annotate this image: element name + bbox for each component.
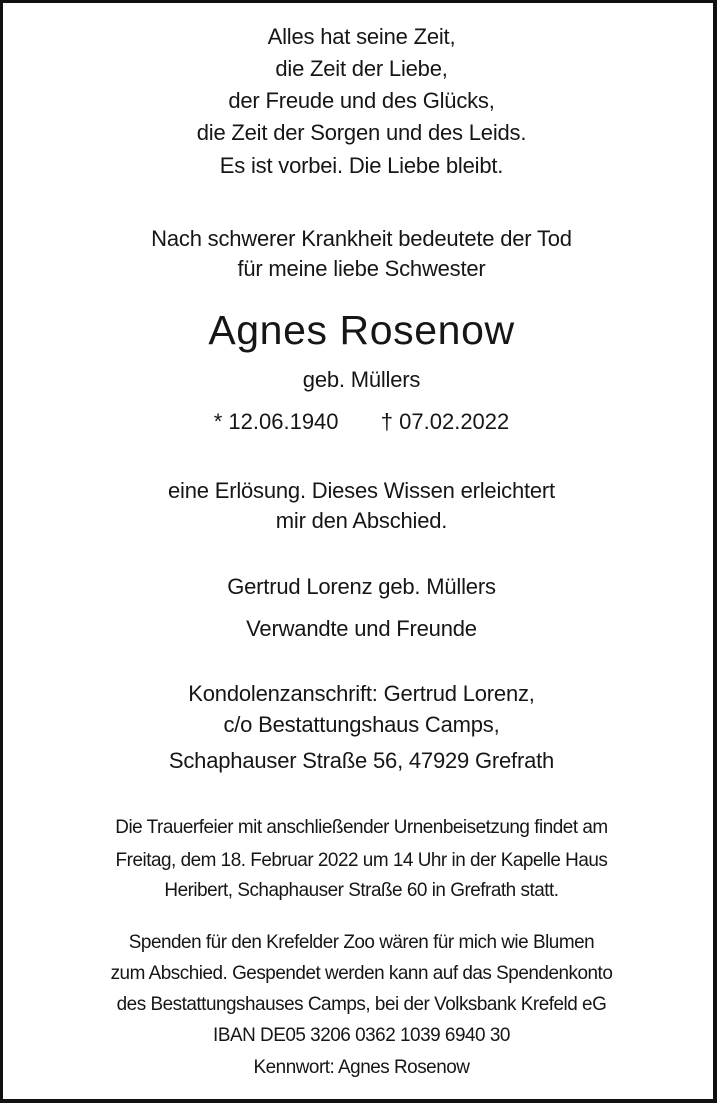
donation-line: Spenden für den Krefelder Zoo wären für mich wie Blumen <box>128 931 595 953</box>
poem-line: der Freude und des Glücks, <box>228 88 495 113</box>
ceremony-line: Heribert, Schaphauser Straße 60 in Grefrath statt. <box>164 879 559 901</box>
condolence-address-line: Kondolenzanschrift: Gertrud Lorenz, <box>188 681 535 706</box>
intro-line: für meine liebe Schwester <box>237 256 486 281</box>
donation-line: des Bestattungshauses Camps, bei der Volksbank Krefeld eG <box>116 993 607 1015</box>
deceased-name: Agnes Rosenow <box>208 307 515 353</box>
condolence-address-line: Schaphauser Straße 56, 47929 Grefrath <box>168 748 555 773</box>
donation-line: zum Abschied. Gespendet werden kann auf das Spendenkonto <box>110 962 613 984</box>
condolence-address-line: c/o Bestattungshaus Camps, <box>223 712 500 737</box>
death-date: 07.02.2022 <box>399 409 510 434</box>
poem-line: Alles hat seine Zeit, <box>267 24 456 49</box>
life-dates <box>3 411 717 433</box>
maiden-name: geb. Müllers <box>302 367 421 392</box>
ceremony-line: Freitag, dem 18. Februar 2022 um 14 Uhr in der Kapelle Haus <box>115 849 608 871</box>
mourner-line: Gertrud Lorenz geb. Müllers <box>227 574 496 599</box>
poem-line: Es ist vorbei. Die Liebe bleibt. <box>219 153 504 178</box>
birth-symbol: * <box>213 409 223 434</box>
mourner-line: Verwandte und Freunde <box>246 616 477 641</box>
iban-line: IBAN DE05 3206 0362 1039 6940 30 <box>213 1024 510 1046</box>
birth-date: 12.06.1940 <box>228 409 339 434</box>
relief-line: mir den Abschied. <box>275 508 448 533</box>
intro-line: Nach schwerer Krankheit bedeutete der Tod <box>151 226 572 251</box>
relief-line: eine Erlösung. Dieses Wissen erleichtert <box>168 478 555 503</box>
ceremony-line: Die Trauerfeier mit anschließender Urnenbeisetzung findet am <box>115 816 608 838</box>
poem-line: die Zeit der Sorgen und des Leids. <box>196 120 527 145</box>
keyword-line: Kennwort: Agnes Rosenow <box>253 1056 470 1078</box>
poem-line: die Zeit der Liebe, <box>275 56 448 81</box>
death-symbol-icon: † <box>380 409 394 434</box>
